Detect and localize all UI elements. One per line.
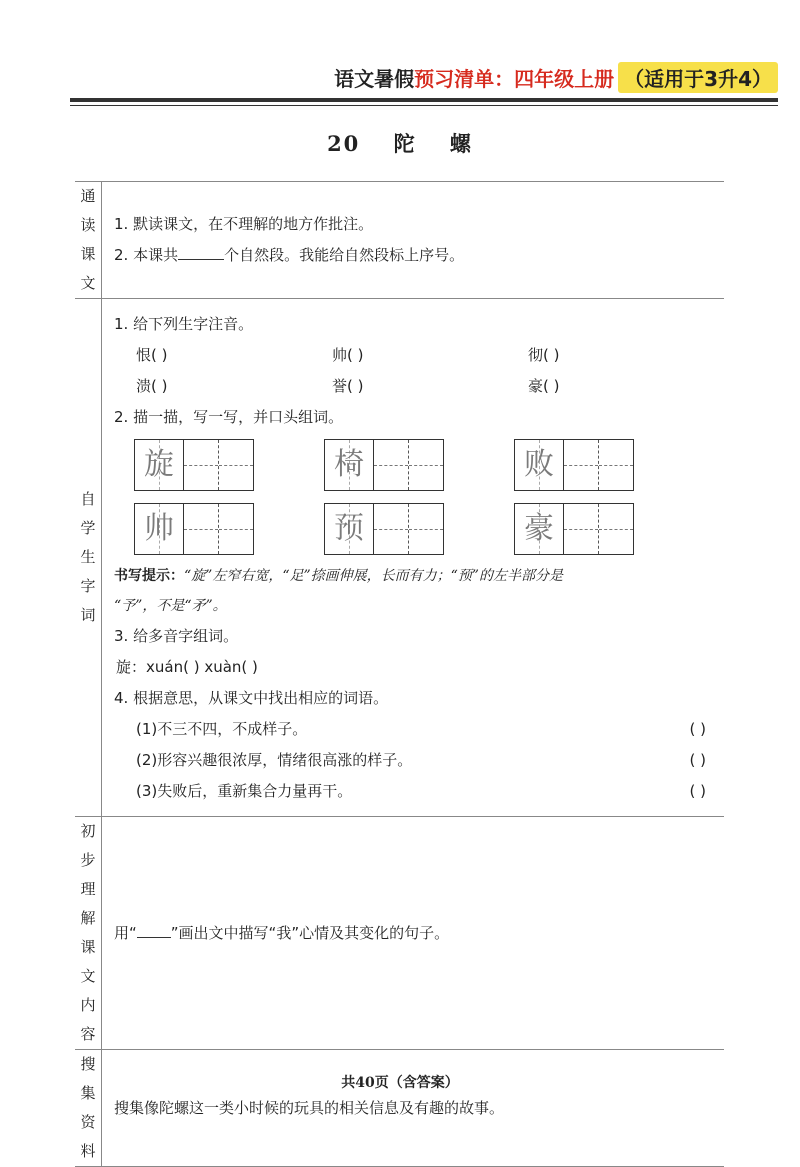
lesson-title [0, 128, 800, 158]
read-q2: 2. 本课共 个自然段。我能给自然段标上序号。 [114, 240, 724, 271]
page-footer: 共40页（含答案） [341, 1075, 459, 1091]
writing-hint: 书写提示：“旋”左窄右宽，“足”捺画伸展，长而有力；“预”的左半部分是 “予”，不是“矛”。 [114, 567, 563, 614]
page-header [334, 62, 778, 93]
tianzige-box[interactable]: 豪 [514, 503, 634, 555]
worksheet-table [75, 181, 724, 1167]
tianzige-row-1 [114, 433, 724, 497]
q4-item-3: (3)失败后，重新集合力量再干。 ( ) [136, 781, 706, 800]
section-read-content [102, 182, 725, 299]
q4-item-2: (2)形容兴趣很浓厚，情绪很高涨的样子。 ( ) [136, 750, 706, 769]
header-part2: 预习清单：四年级上册 [414, 67, 615, 91]
header-rule-thin [70, 105, 778, 106]
section-read [75, 182, 724, 299]
polyphone-line[interactable]: 旋：xuán( ) xuàn( ) [116, 657, 258, 676]
section-understand [75, 817, 724, 1050]
lesson-number: 20 [327, 131, 361, 156]
tianzige-box[interactable]: 旋 [134, 439, 254, 491]
study-q4: 4. 根据意思，从课文中找出相应的词语。 [114, 688, 389, 707]
tianzige-box[interactable]: 椅 [324, 439, 444, 491]
pinyin-row-1: 恨( ) 帅( ) 彻( ) [136, 345, 560, 364]
header-grade-badge: （适用于3升4） [618, 62, 778, 93]
tianzige-box[interactable]: 败 [514, 439, 634, 491]
study-q2: 2. 描一描，写一写，并口头组词。 [114, 407, 344, 426]
header-rule-thick [70, 98, 778, 102]
lesson-title-char2: 螺 [449, 131, 473, 156]
tianzige-box[interactable]: 预 [324, 503, 444, 555]
pinyin-row-2: 溃( ) 誉( ) 豪( ) [136, 376, 560, 395]
paragraph-count-blank[interactable] [178, 241, 224, 260]
section-self-study-content [102, 299, 725, 817]
section-collect-label: 搜集 资料 [75, 1050, 102, 1167]
section-self-study-label: 自 学 生 字 词 [75, 299, 102, 817]
tianzige-row-2 [114, 497, 724, 561]
lesson-title-char1: 陀 [393, 131, 417, 156]
study-q1: 1. 给下列生字注音。 [114, 314, 254, 333]
header-part1: 语文暑假 [334, 67, 415, 91]
section-read-label: 通读 课文 [75, 182, 102, 299]
section-collect [75, 1050, 724, 1167]
q4-item-1: (1)不三不四，不成样子。 ( ) [136, 719, 706, 738]
section-collect-content [102, 1050, 725, 1167]
section-understand-content: 用“ ”画出文中描写“我”心情及其变化的句子。 [102, 817, 725, 1050]
tianzige-box[interactable]: 帅 [134, 503, 254, 555]
collect-text: 搜集像陀螺这一类小时候的玩具的相关信息及有趣的故事。 [114, 1098, 505, 1117]
underline-mark-blank [137, 919, 171, 938]
section-understand-label: 初步 理解 课文 内容 [75, 817, 102, 1050]
read-q1: 1. 默读课文，在不理解的地方作批注。 [114, 215, 374, 233]
section-self-study [75, 299, 724, 817]
study-q3: 3. 给多音字组词。 [114, 626, 239, 645]
